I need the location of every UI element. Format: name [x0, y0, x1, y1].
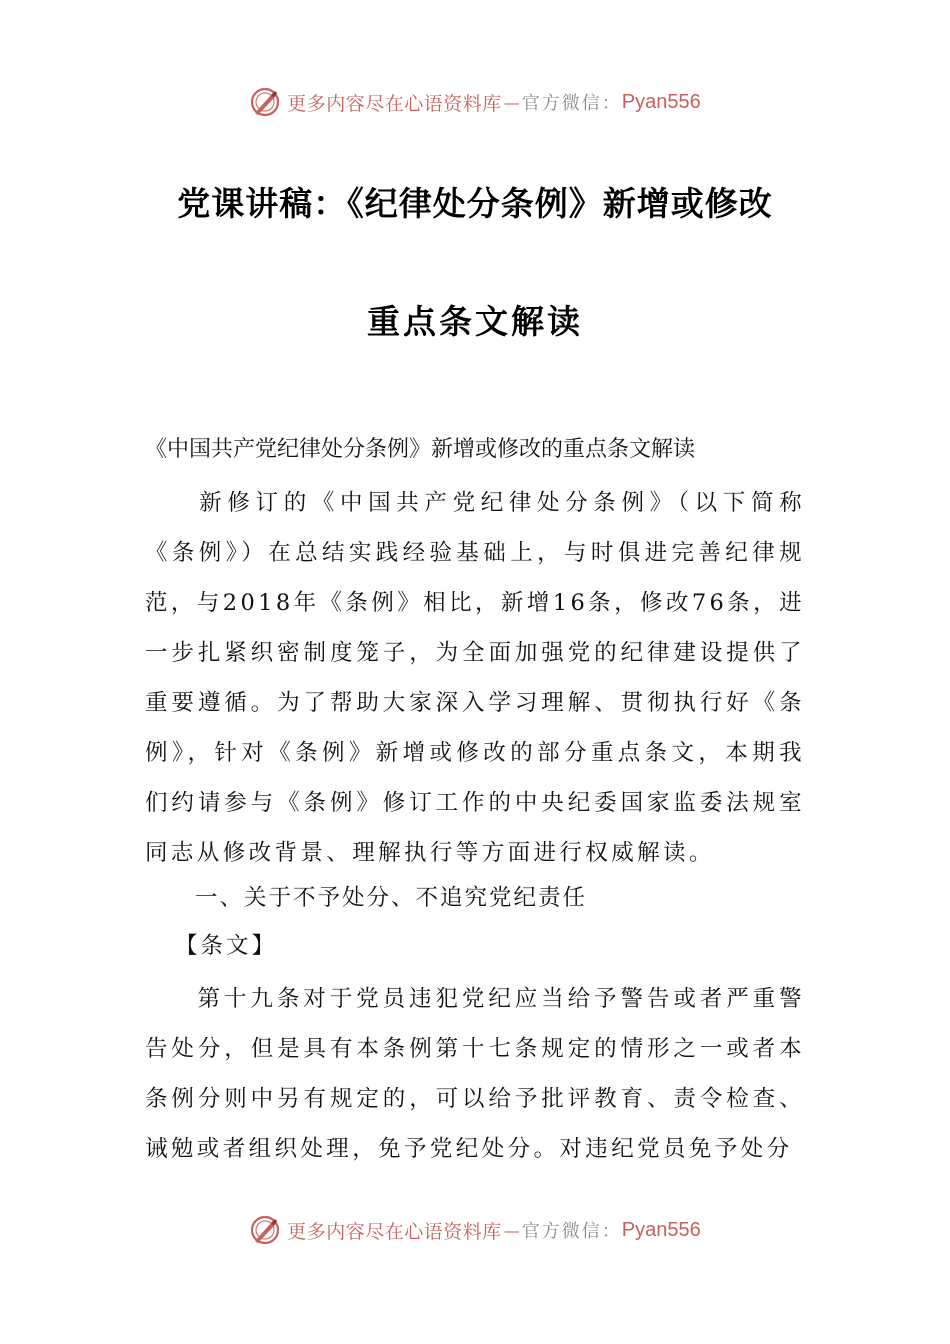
header-banner	[0, 82, 950, 122]
paragraph-intro	[145, 478, 805, 878]
banner-text: 更多内容尽在心语资料库	[287, 1220, 502, 1243]
article-label: 【条文】	[175, 933, 278, 959]
pen-logo-icon	[249, 1214, 281, 1246]
paragraph-article	[145, 974, 805, 1174]
banner-separator: —	[503, 1220, 520, 1240]
section-heading: 一、关于不予处分、不追究党纪责任	[195, 885, 588, 911]
pen-logo-icon	[249, 86, 281, 118]
footer-banner	[0, 1210, 950, 1250]
banner-wechat-label: 官方微信：	[521, 1221, 622, 1242]
document-title-line2: 重点条文解读	[367, 302, 583, 341]
banner-wechat-label: 官方微信：	[521, 93, 622, 114]
paragraph-article-text: 第十九条对于党员违犯党纪应当给予警告或者严重警告处分，但是具有本条例第十七条规定的情形之一或者本条例分则中另有规定的，可以给予批评教育、责令检查、诫勉或者组织处理，免予党纪处分。对违纪党员免予处分	[145, 986, 805, 1162]
paragraph-intro-text: 新修订的《中国共产党纪律处分条例》（以下简称《条例》）在总结实践经验基础上，与时俱进完善纪律规范，与2018年《条例》相比，新增16条，修改76条，进一步扎紧织密制度笼子，为全面加强党的纪律建设提供了重要遵循。为了帮助大家深入学习理解、贯彻执行好《条例》，针对《条例》新增或修改的部分重点条文，本期我们约请参与《条例》修订工作的中央纪委国家监委法规室同志从修改背景、理解执行等方面进行权威解读。	[145, 490, 805, 866]
document-title-line1: 党课讲稿：《纪律处分条例》新增或修改	[177, 184, 773, 223]
document-subtitle: 《中国共产党纪律处分条例》新增或修改的重点条文解读	[145, 437, 696, 462]
banner-wechat-id: Pyan556	[621, 1218, 701, 1241]
banner-wechat-id: Pyan556	[621, 90, 701, 113]
banner-separator: —	[503, 92, 520, 112]
banner-text: 更多内容尽在心语资料库	[287, 92, 502, 115]
